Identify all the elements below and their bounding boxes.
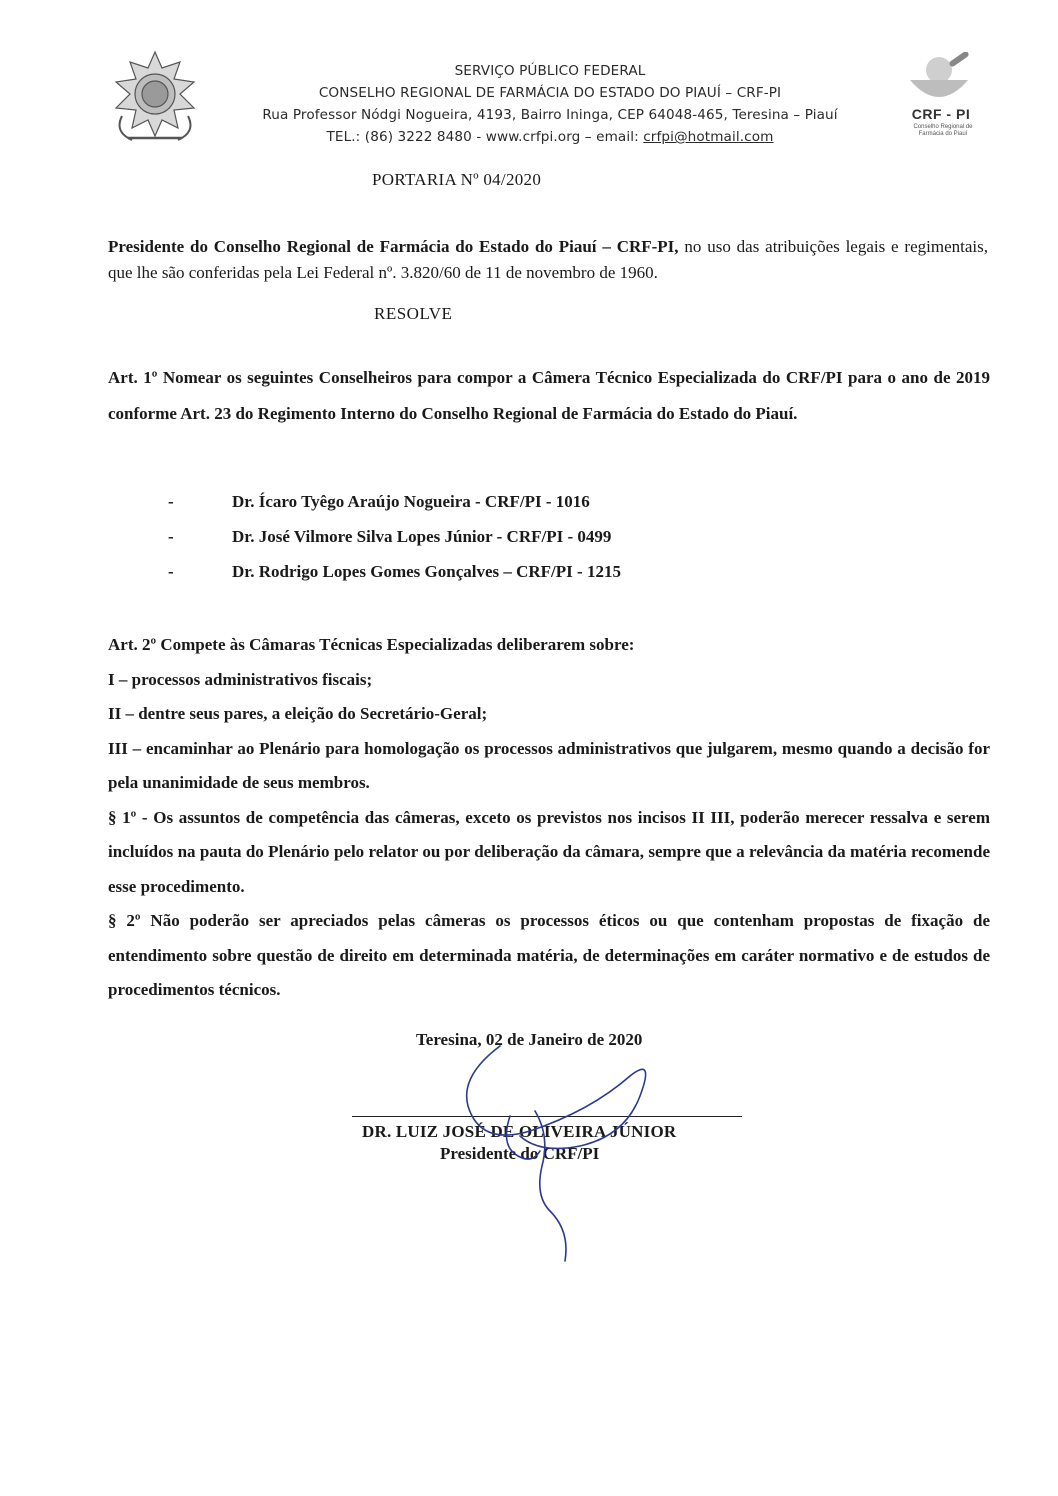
preamble-text: no uso das atribuições legais e regimentais, que lhe são conferidas pela Lei Federal nº. 3.820/60 de 11 de novembro de 1960. <box>108 237 988 282</box>
preamble-paragraph <box>108 234 988 286</box>
signatory-name: DR. LUIZ JOSÉ DE OLIVEIRA JÚNIOR <box>362 1122 677 1141</box>
document-title: PORTARIA Nº 04/2020 <box>372 170 542 189</box>
crf-pi-logo <box>898 52 980 144</box>
logo-text: CRF - PI <box>911 106 971 122</box>
article-2-item-i: I – processos administrativos fiscais; <box>108 669 373 689</box>
header-line-service: SERVIÇO PÚBLICO FEDERAL <box>454 63 646 79</box>
header-line-council: CONSELHO REGIONAL DE FARMÁCIA DO ESTADO DO PIAUÍ – CRF-PI <box>318 85 782 101</box>
article-1: Art. 1º Nomear os seguintes Conselheiros para compor a Câmera Técnico Especializada do CRF/PI para o ano de 2019 conforme Art. 23 do Regimento Interno do Conselho Regional de Farmácia do Estado do Piauí. <box>108 368 990 423</box>
letterhead <box>230 60 870 148</box>
signatory-role: Presidente do CRF/PI <box>440 1144 600 1163</box>
list-dash: - <box>168 527 174 546</box>
email-link[interactable]: crfpi@hotmail.com <box>643 129 774 145</box>
header-contact-text: TEL.: (86) 3222 8480 - www.crfpi.org – email: <box>326 129 644 145</box>
article-2-item-ii: II – dentre seus pares, a eleição do Secretário-Geral; <box>108 704 488 723</box>
article-2-paragraph-1: § 1º - Os assuntos de competência das câmeras, exceto os previstos nos incisos II III, poderão merecer ressalva e serem incluídos na pauta do Plenário pelo relator ou por deliberação da câmara, sempre que a relevância da matéria recomende esse procedimento. <box>108 807 990 896</box>
mortar-pestle-icon <box>898 52 980 108</box>
member-name: Dr. Ícaro Tyêgo Araújo Nogueira - CRF/PI - 1016 <box>232 492 590 511</box>
article-2 <box>108 628 990 1008</box>
article-2-paragraph-2: § 2º Não poderão ser apreciados pelas câmeras os processos éticos ou que contenham propostas de fixação de entendimento sobre questão de direito em determinada matéria, de determinações em caráter normativo e de estudos de procedimentos técnicos. <box>108 911 990 999</box>
place-date: Teresina, 02 de Janeiro de 2020 <box>416 1030 643 1049</box>
preamble-bold: Presidente do Conselho Regional de Farmácia do Estado do Piauí – CRF-PI, <box>108 237 679 256</box>
header-line-contact <box>230 126 870 148</box>
article-2-intro: Art. 2º Compete às Câmaras Técnicas Especializadas deliberarem sobre: <box>108 635 635 654</box>
brazil-coat-of-arms-icon <box>102 46 208 146</box>
header-line-address: Rua Professor Nódgi Nogueira, 4193, Bairro Ininga, CEP 64048-465, Teresina – Piauí <box>262 107 838 123</box>
article-2-item-iii: III – encaminhar ao Plenário para homologação os processos administrativos que julgarem, mesmo quando a decisão for pela unanimidade de seus membros. <box>108 738 990 792</box>
list-dash: - <box>168 492 174 511</box>
logo-subtext: Conselho Regional de Farmácia do Piauí <box>913 124 973 137</box>
signature-line <box>352 1116 742 1117</box>
member-name: Dr. Rodrigo Lopes Gomes Gonçalves – CRF/PI - 1215 <box>232 562 621 581</box>
resolve-heading: RESOLVE <box>374 304 453 323</box>
list-dash: - <box>168 562 174 581</box>
member-name: Dr. José Vilmore Silva Lopes Júnior - CRF/PI - 0499 <box>232 527 612 546</box>
